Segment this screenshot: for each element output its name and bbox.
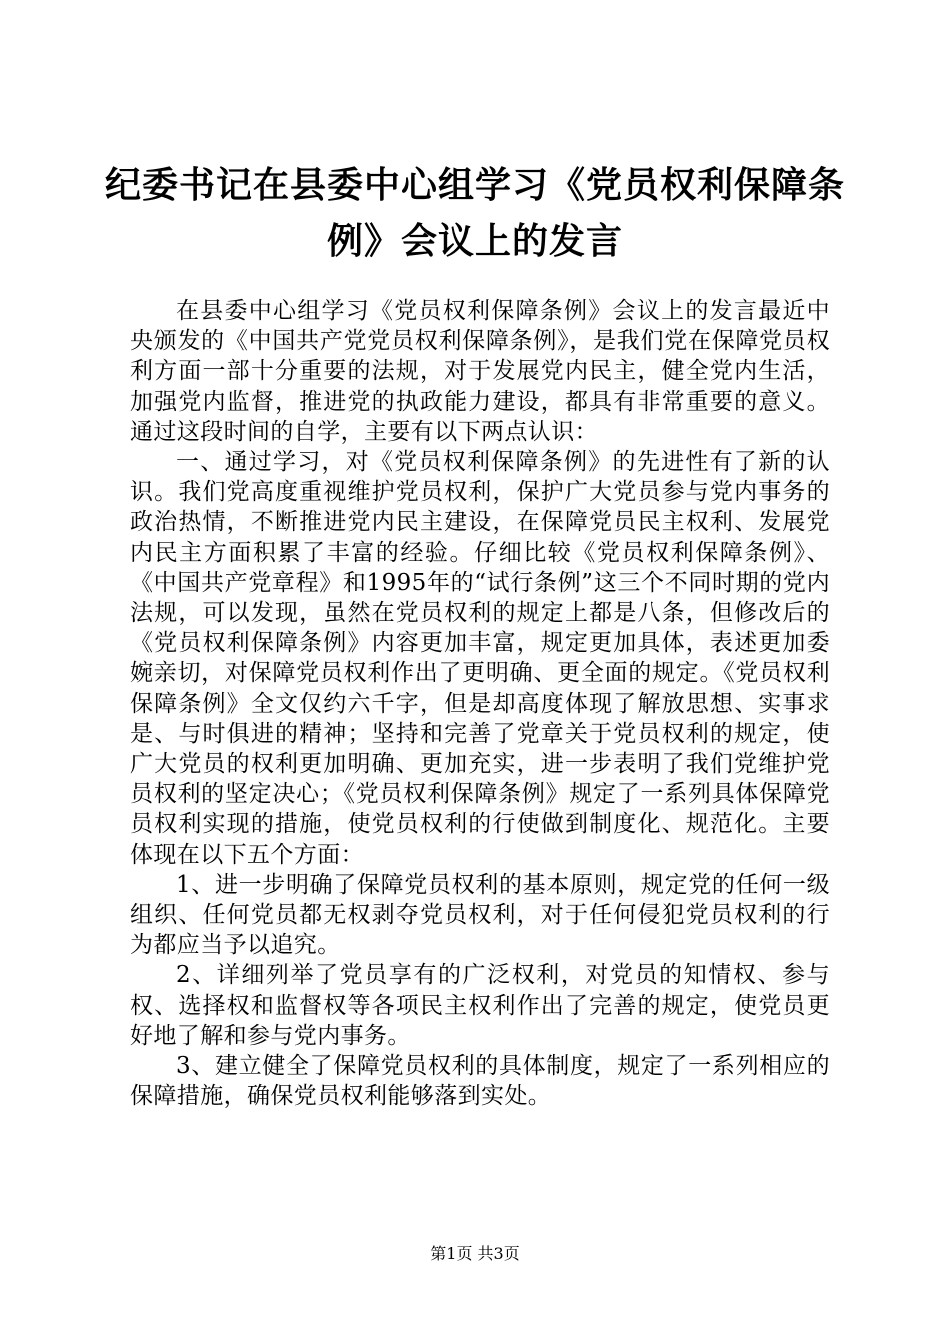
- paragraph-section-one: 一、通过学习，对《党员权利保障条例》的先进性有了新的认识。我们党高度重视维护党员权利，保护广大党员参与党内事务的政治热情，不断推进党内民主建设，在保障党员民主权利、发展党内民主方面积累了丰富的经验。仔细比较《党员权利保障条例》、《中国共产党章程》和1995年的“试行条例”这三个不同时期的党内法规，可以发现，虽然在党员权利的规定上都是八条，但修改后的《党员权利保障条例》内容更加丰富，规定更加具体，表述更加委婉亲切，对保障党员权利作出了更明确、更全面的规定。《党员权利保障条例》全文仅约六千字，但是却高度体现了解放思想、实事求是、与时俱进的精神；坚持和完善了党章关于党员权利的规定，使广大党员的权利更加明确、更加充实，进一步表明了我们党维护党员权利的坚定决心；《党员权利保障条例》规定了一系列具体保障党员权利实现的措施，使党员权利的行使做到制度化、规范化。主要体现在以下五个方面：: [130, 449, 830, 868]
- paragraph-point-2: 2、详细列举了党员享有的广泛权利，对党员的知情权、参与权、选择权和监督权等各项民主权利作出了完善的规定，使党员更好地了解和参与党内事务。: [130, 962, 830, 1049]
- document-body: [130, 296, 830, 1111]
- paragraph-point-1: 1、进一步明确了保障党员权利的基本原则，规定党的任何一级组织、任何党员都无权剥夺党员权利，对于任何侵犯党员权利的行为都应当予以追究。: [130, 871, 830, 959]
- paragraph-intro: 在县委中心组学习《党员权利保障条例》会议上的发言最近中央颁发的《中国共产党党员权利保障条例》，是我们党在保障党员权利方面一部十分重要的法规，对于发展党内民主，健全党内生活，加强党内监督，推进党的执政能力建设，都具有非常重要的意义。通过这段时间的自学，主要有以下两点认识：: [130, 298, 830, 445]
- document-title: 纪委书记在县委中心组学习《党员权利保障条例》会议上的发言: [104, 165, 845, 262]
- paragraph-point-3: 3、建立健全了保障党员权利的具体制度，规定了一系列相应的保障措施，确保党员权利能够落到实处。: [130, 1053, 830, 1110]
- page-number: 第1页 共3页: [430, 1244, 520, 1263]
